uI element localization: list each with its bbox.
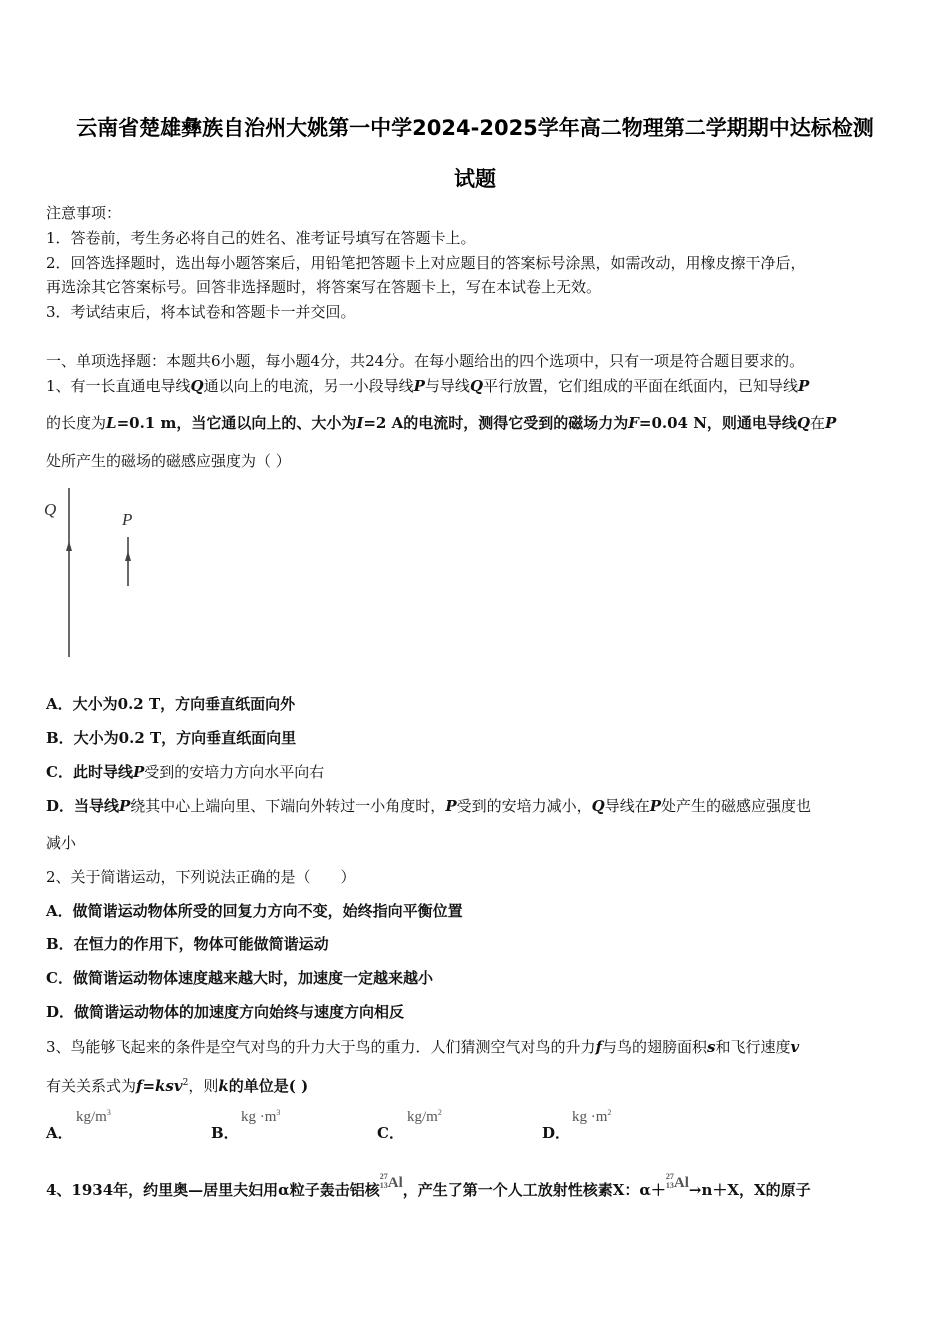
notice-heading: 注意事项： bbox=[46, 204, 122, 222]
fig-label-p: P bbox=[122, 510, 133, 529]
q1-stem-line-2: 的长度为L=0.1 m，当它通以向上的、大小为I=2 A的电流时，测得它受到的磁场力为F=0.04 N，则通电导线Q在P bbox=[46, 414, 837, 432]
q1-option-c: C．此时导线P受到的安培力方向水平向右 bbox=[46, 763, 325, 781]
q1-option-d-continued: 减小 bbox=[46, 834, 77, 852]
fig-label-q: Q bbox=[44, 500, 57, 519]
q2-option-b: B．在恒力的作用下，物体可能做简谐运动 bbox=[46, 935, 329, 953]
q1-stem-line-3: 处所产生的磁场的磁感应强度为（ ） bbox=[46, 452, 291, 470]
q1-wire-diagram bbox=[40, 485, 160, 665]
notice-item-2: 2．回答选择题时，选出每小题答案后，用铅笔把答题卡上对应题目的答案标号涂黑，如需改动，用橡皮擦干净后， bbox=[46, 254, 806, 272]
q3-stem-line-2: 有关关系式为f=ksv$^2$，则k的单位是( ) bbox=[46, 1077, 309, 1095]
notice-item-2-continued: 再选涂其它答案标号。回答非选择题时，将答案写在答题卡上，写在本试卷上无效。 bbox=[46, 278, 602, 296]
wire-q-arrow bbox=[66, 541, 72, 551]
notice-item-1: 1．答卷前，考生务必将自己的姓名、准考证号填写在答题卡上。 bbox=[46, 229, 476, 247]
q2-stem: 2、关于简谐运动，下列说法正确的是（ ） bbox=[46, 868, 356, 886]
q3-options: A． $kg/m^3$ B． kg $\cdot m^3$ C． $kg/m^2$ D． kg $\cdot m^2$ bbox=[46, 1108, 612, 1142]
q2-option-a: A．做简谐运动物体所受的回复力方向不变，始终指向平衡位置 bbox=[46, 902, 463, 920]
q2-option-d: D．做简谐运动物体的加速度方向始终与速度方向相反 bbox=[46, 1003, 405, 1021]
q1-stem-line-1: 1、有一长直通电导线Q通以向上的电流，另一小段导线P与导线Q平行放置，它们组成的平面在纸面内，已知导线P bbox=[46, 377, 810, 395]
page-title: 云南省楚雄彝族自治州大姚第一中学2024-2025学年高二物理第二学期期中达标检测 bbox=[76, 116, 874, 140]
q1-option-b: B．大小为0.2 T，方向垂直纸面向里 bbox=[46, 729, 297, 747]
notice-item-3: 3．考试结束后，将本试卷和答题卡一并交回。 bbox=[46, 303, 356, 321]
q1-option-d: D．当导线P绕其中心上端向里、下端向外转过一小角度时，P受到的安培力减小，Q导线在P处产生的磁感应强度也 bbox=[46, 797, 811, 815]
section-heading: 一、单项选择题：本题共6小题，每小题4分，共24分。在每小题给出的四个选项中，只有一项是符合题目要求的。 bbox=[46, 352, 805, 370]
q2-option-c: C．做简谐运动物体速度越来越大时，加速度一定越来越小 bbox=[46, 969, 433, 987]
page-title-continued: 试题 bbox=[454, 167, 496, 191]
q4-stem-line-1: 4、1934年，约里奥—居里夫妇用α粒子轰击铝核27 13Al，产生了第一个人工放射性核素X：α＋27 13Al→n＋X，X的原子 bbox=[46, 1172, 811, 1199]
nuclide-al-2: 27 13Al bbox=[665, 1172, 689, 1191]
q1-option-a: A．大小为0.2 T，方向垂直纸面向外 bbox=[46, 695, 296, 713]
nuclide-al-1: 27 13Al bbox=[379, 1172, 403, 1191]
wire-p-arrow bbox=[125, 551, 131, 561]
q3-stem-line-1: 3、鸟能够飞起来的条件是空气对鸟的升力大于鸟的重力．人们猜测空气对鸟的升力f与鸟的翅膀面积s和飞行速度v bbox=[46, 1038, 800, 1056]
